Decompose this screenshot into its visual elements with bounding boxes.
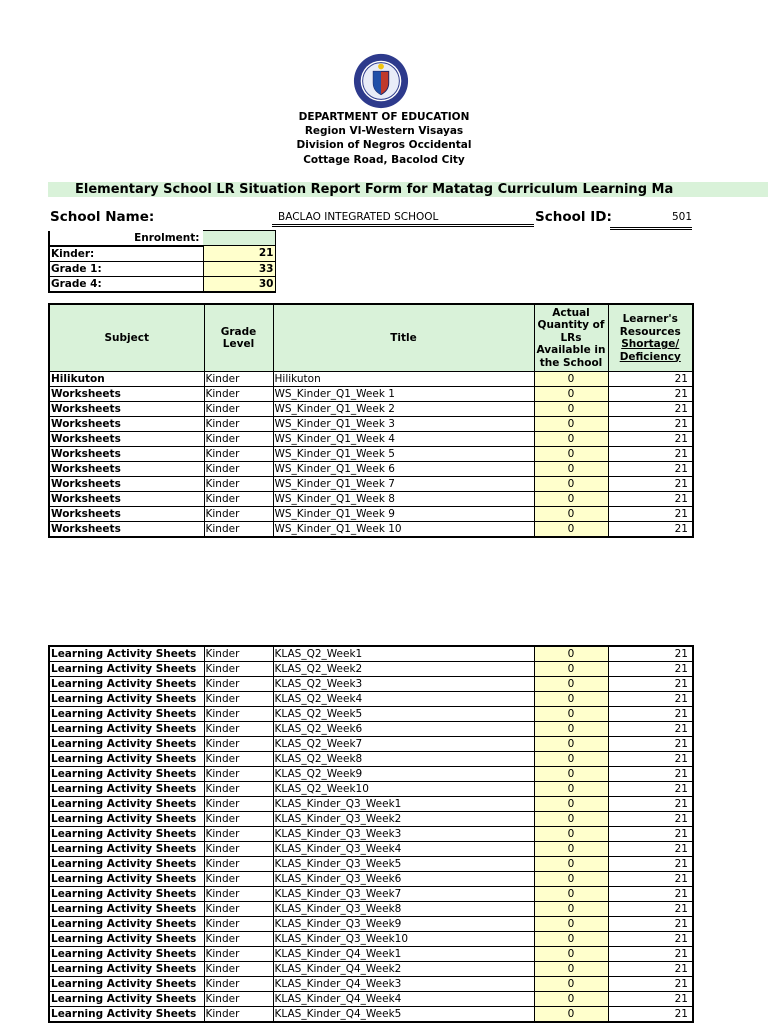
grade-cell: Kinder bbox=[204, 947, 273, 962]
title-cell: KLAS_Kinder_Q3_Week1 bbox=[273, 797, 534, 812]
quantity-input[interactable]: 0 bbox=[534, 872, 608, 887]
grade-cell: Kinder bbox=[204, 857, 273, 872]
subject-cell: Learning Activity Sheets bbox=[49, 947, 204, 962]
subject-cell: Hilikuton bbox=[49, 372, 204, 387]
grade-cell: Kinder bbox=[204, 387, 273, 402]
grade-cell: Kinder bbox=[204, 492, 273, 507]
quantity-input[interactable]: 0 bbox=[534, 402, 608, 417]
quantity-input[interactable]: 0 bbox=[534, 707, 608, 722]
title-cell: KLAS_Kinder_Q3_Week2 bbox=[273, 812, 534, 827]
shortage-cell: 21 bbox=[608, 646, 693, 662]
table-row bbox=[49, 857, 693, 872]
title-cell: KLAS_Q2_Week6 bbox=[273, 722, 534, 737]
shortage-cell: 21 bbox=[608, 767, 693, 782]
grade-cell: Kinder bbox=[204, 977, 273, 992]
quantity-input[interactable]: 0 bbox=[534, 477, 608, 492]
quantity-input[interactable]: 0 bbox=[534, 857, 608, 872]
shortage-cell: 21 bbox=[608, 417, 693, 432]
shortage-cell: 21 bbox=[608, 707, 693, 722]
enrolment-row bbox=[49, 261, 275, 276]
subject-cell: Learning Activity Sheets bbox=[49, 992, 204, 1007]
title-cell: KLAS_Kinder_Q3_Week7 bbox=[273, 887, 534, 902]
shortage-cell: 21 bbox=[608, 992, 693, 1007]
quantity-input[interactable]: 0 bbox=[534, 992, 608, 1007]
title-cell: KLAS_Kinder_Q3_Week5 bbox=[273, 857, 534, 872]
table-row bbox=[49, 646, 693, 662]
grade-cell: Kinder bbox=[204, 887, 273, 902]
shortage-cell: 21 bbox=[608, 932, 693, 947]
grade-cell: Kinder bbox=[204, 432, 273, 447]
title-cell: WS_Kinder_Q1_Week 5 bbox=[273, 447, 534, 462]
subject-cell: Learning Activity Sheets bbox=[49, 827, 204, 842]
lr-table-continued bbox=[48, 645, 694, 1023]
table-row bbox=[49, 752, 693, 767]
grade-cell: Kinder bbox=[204, 722, 273, 737]
grade-cell: Kinder bbox=[204, 402, 273, 417]
subject-cell: Learning Activity Sheets bbox=[49, 857, 204, 872]
subject-cell: Worksheets bbox=[49, 417, 204, 432]
grade-cell: Kinder bbox=[204, 417, 273, 432]
quantity-input[interactable]: 0 bbox=[534, 902, 608, 917]
subject-cell: Learning Activity Sheets bbox=[49, 842, 204, 857]
title-cell: KLAS_Kinder_Q3_Week8 bbox=[273, 902, 534, 917]
title-cell: KLAS_Kinder_Q4_Week3 bbox=[273, 977, 534, 992]
title-cell: KLAS_Kinder_Q3_Week4 bbox=[273, 842, 534, 857]
quantity-input[interactable]: 0 bbox=[534, 662, 608, 677]
table-row bbox=[49, 1007, 693, 1023]
grade-cell: Kinder bbox=[204, 902, 273, 917]
table-row bbox=[49, 782, 693, 797]
table-row bbox=[49, 507, 693, 522]
table-row bbox=[49, 722, 693, 737]
quantity-input[interactable]: 0 bbox=[534, 387, 608, 402]
table-row bbox=[49, 962, 693, 977]
quantity-input[interactable]: 0 bbox=[534, 432, 608, 447]
quantity-input[interactable]: 0 bbox=[534, 677, 608, 692]
quantity-input[interactable]: 0 bbox=[534, 767, 608, 782]
quantity-input[interactable]: 0 bbox=[534, 827, 608, 842]
shortage-cell: 21 bbox=[608, 692, 693, 707]
grade-cell: Kinder bbox=[204, 737, 273, 752]
quantity-input[interactable]: 0 bbox=[534, 522, 608, 538]
shortage-cell: 21 bbox=[608, 977, 693, 992]
quantity-input[interactable]: 0 bbox=[534, 962, 608, 977]
enrolment-label: Kinder: bbox=[49, 246, 203, 262]
subject-cell: Learning Activity Sheets bbox=[49, 977, 204, 992]
table-row bbox=[49, 492, 693, 507]
title-cell: KLAS_Q2_Week10 bbox=[273, 782, 534, 797]
grade-cell: Kinder bbox=[204, 767, 273, 782]
shortage-cell: 21 bbox=[608, 432, 693, 447]
title-cell: WS_Kinder_Q1_Week 8 bbox=[273, 492, 534, 507]
quantity-input[interactable]: 0 bbox=[534, 692, 608, 707]
lr-table bbox=[48, 303, 694, 538]
subject-cell: Learning Activity Sheets bbox=[49, 707, 204, 722]
subject-cell: Worksheets bbox=[49, 447, 204, 462]
subject-cell: Learning Activity Sheets bbox=[49, 902, 204, 917]
shortage-cell: 21 bbox=[608, 522, 693, 538]
subject-cell: Learning Activity Sheets bbox=[49, 932, 204, 947]
title-cell: KLAS_Kinder_Q3_Week9 bbox=[273, 917, 534, 932]
enrolment-grade1-value[interactable]: 33 bbox=[203, 261, 275, 276]
grade-cell: Kinder bbox=[204, 752, 273, 767]
table-row bbox=[49, 977, 693, 992]
shortage-cell: 21 bbox=[608, 722, 693, 737]
quantity-input[interactable]: 0 bbox=[534, 932, 608, 947]
grade-cell: Kinder bbox=[204, 917, 273, 932]
shortage-cell: 21 bbox=[608, 1007, 693, 1023]
col-subject: Subject bbox=[49, 304, 204, 372]
subject-cell: Learning Activity Sheets bbox=[49, 767, 204, 782]
col-actual-quantity: Actual Quantity of LRs Available in the School bbox=[534, 304, 608, 372]
grade-cell: Kinder bbox=[204, 827, 273, 842]
enrolment-grade4-value[interactable]: 30 bbox=[203, 276, 275, 292]
title-cell: WS_Kinder_Q1_Week 3 bbox=[273, 417, 534, 432]
title-cell: KLAS_Kinder_Q4_Week5 bbox=[273, 1007, 534, 1023]
col-grade-level: Grade Level bbox=[204, 304, 273, 372]
subject-cell: Learning Activity Sheets bbox=[49, 872, 204, 887]
table-row bbox=[49, 417, 693, 432]
shortage-cell: 21 bbox=[608, 387, 693, 402]
shortage-cell: 21 bbox=[608, 402, 693, 417]
subject-cell: Learning Activity Sheets bbox=[49, 782, 204, 797]
table-row bbox=[49, 402, 693, 417]
table-row bbox=[49, 707, 693, 722]
table-row bbox=[49, 767, 693, 782]
shortage-cell: 21 bbox=[608, 462, 693, 477]
grade-cell: Kinder bbox=[204, 522, 273, 538]
shortage-cell: 21 bbox=[608, 857, 693, 872]
subject-cell: Learning Activity Sheets bbox=[49, 917, 204, 932]
shortage-cell: 21 bbox=[608, 677, 693, 692]
subject-cell: Learning Activity Sheets bbox=[49, 797, 204, 812]
table-row bbox=[49, 387, 693, 402]
form-title: Elementary School LR Situation Report Form for Matatag Curriculum Learning Ma bbox=[75, 182, 674, 197]
shortage-cell: 21 bbox=[608, 447, 693, 462]
subject-cell: Worksheets bbox=[49, 387, 204, 402]
school-id-field[interactable]: 501 bbox=[610, 211, 692, 230]
grade-cell: Kinder bbox=[204, 462, 273, 477]
grade-cell: Kinder bbox=[204, 932, 273, 947]
title-cell: KLAS_Q2_Week3 bbox=[273, 677, 534, 692]
grade-cell: Kinder bbox=[204, 1007, 273, 1023]
quantity-input[interactable]: 0 bbox=[534, 417, 608, 432]
table-row bbox=[49, 992, 693, 1007]
shortage-cell: 21 bbox=[608, 872, 693, 887]
quantity-input[interactable]: 0 bbox=[534, 797, 608, 812]
title-cell: KLAS_Kinder_Q4_Week2 bbox=[273, 962, 534, 977]
shortage-cell: 21 bbox=[608, 737, 693, 752]
title-cell: KLAS_Q2_Week8 bbox=[273, 752, 534, 767]
table-row bbox=[49, 432, 693, 447]
form-title-banner bbox=[48, 182, 768, 197]
title-cell: WS_Kinder_Q1_Week 6 bbox=[273, 462, 534, 477]
grade-cell: Kinder bbox=[204, 372, 273, 387]
quantity-input[interactable]: 0 bbox=[534, 737, 608, 752]
quantity-input[interactable]: 0 bbox=[534, 462, 608, 477]
col-title: Title bbox=[273, 304, 534, 372]
table-row bbox=[49, 902, 693, 917]
shortage-cell: 21 bbox=[608, 662, 693, 677]
title-cell: KLAS_Kinder_Q3_Week3 bbox=[273, 827, 534, 842]
quantity-input[interactable]: 0 bbox=[534, 646, 608, 662]
subject-cell: Learning Activity Sheets bbox=[49, 1007, 204, 1023]
title-cell: KLAS_Q2_Week5 bbox=[273, 707, 534, 722]
enrolment-table bbox=[48, 230, 276, 293]
subject-cell: Learning Activity Sheets bbox=[49, 962, 204, 977]
table-row bbox=[49, 917, 693, 932]
table-row bbox=[49, 797, 693, 812]
table-row bbox=[49, 662, 693, 677]
shortage-cell: 21 bbox=[608, 962, 693, 977]
table-row bbox=[49, 447, 693, 462]
subject-cell: Learning Activity Sheets bbox=[49, 812, 204, 827]
table-row bbox=[49, 932, 693, 947]
quantity-input[interactable]: 0 bbox=[534, 372, 608, 387]
division-name: Division of Negros Occidental bbox=[296, 139, 472, 151]
title-cell: Hilikuton bbox=[273, 372, 534, 387]
subject-cell: Worksheets bbox=[49, 507, 204, 522]
school-name-label: School Name: bbox=[50, 209, 155, 225]
subject-cell: Worksheets bbox=[49, 402, 204, 417]
subject-cell: Learning Activity Sheets bbox=[49, 722, 204, 737]
shortage-cell: 21 bbox=[608, 947, 693, 962]
shortage-cell: 21 bbox=[608, 507, 693, 522]
grade-cell: Kinder bbox=[204, 842, 273, 857]
title-cell: WS_Kinder_Q1_Week 7 bbox=[273, 477, 534, 492]
quantity-input[interactable]: 0 bbox=[534, 722, 608, 737]
subject-cell: Learning Activity Sheets bbox=[49, 646, 204, 662]
quantity-input[interactable]: 0 bbox=[534, 507, 608, 522]
table-row bbox=[49, 372, 693, 387]
title-cell: KLAS_Q2_Week2 bbox=[273, 662, 534, 677]
subject-cell: Worksheets bbox=[49, 432, 204, 447]
shortage-cell: 21 bbox=[608, 797, 693, 812]
quantity-input[interactable]: 0 bbox=[534, 887, 608, 902]
enrolment-label: Grade 4: bbox=[49, 276, 203, 292]
subject-cell: Learning Activity Sheets bbox=[49, 677, 204, 692]
subject-cell: Learning Activity Sheets bbox=[49, 752, 204, 767]
title-cell: KLAS_Kinder_Q4_Week4 bbox=[273, 992, 534, 1007]
quantity-input[interactable]: 0 bbox=[534, 492, 608, 507]
quantity-input[interactable]: 0 bbox=[534, 917, 608, 932]
grade-cell: Kinder bbox=[204, 477, 273, 492]
table-row bbox=[49, 872, 693, 887]
shortage-cell: 21 bbox=[608, 887, 693, 902]
table-row bbox=[49, 692, 693, 707]
quantity-input[interactable]: 0 bbox=[534, 752, 608, 767]
school-name-field[interactable]: BACLAO INTEGRATED SCHOOL bbox=[272, 211, 534, 227]
quantity-input[interactable]: 0 bbox=[534, 842, 608, 857]
office-address: Cottage Road, Bacolod City bbox=[303, 154, 465, 166]
table-row bbox=[49, 887, 693, 902]
grade-cell: Kinder bbox=[204, 992, 273, 1007]
grade-cell: Kinder bbox=[204, 872, 273, 887]
subject-cell: Worksheets bbox=[49, 522, 204, 538]
shortage-cell: 21 bbox=[608, 827, 693, 842]
title-cell: WS_Kinder_Q1_Week 4 bbox=[273, 432, 534, 447]
quantity-input[interactable]: 0 bbox=[534, 447, 608, 462]
deped-seal-icon bbox=[352, 52, 410, 110]
enrolment-title: Enrolment: bbox=[134, 232, 200, 244]
grade-cell: Kinder bbox=[204, 692, 273, 707]
quantity-input[interactable]: 0 bbox=[534, 812, 608, 827]
subject-cell: Worksheets bbox=[49, 462, 204, 477]
quantity-input[interactable]: 0 bbox=[534, 782, 608, 797]
title-cell: KLAS_Kinder_Q3_Week10 bbox=[273, 932, 534, 947]
grade-cell: Kinder bbox=[204, 782, 273, 797]
table-row bbox=[49, 812, 693, 827]
title-cell: WS_Kinder_Q1_Week 2 bbox=[273, 402, 534, 417]
grade-cell: Kinder bbox=[204, 677, 273, 692]
quantity-input[interactable]: 0 bbox=[534, 947, 608, 962]
col-shortage: Learner's Resources Shortage/ Deficiency bbox=[608, 304, 693, 372]
title-cell: KLAS_Q2_Week4 bbox=[273, 692, 534, 707]
grade-cell: Kinder bbox=[204, 646, 273, 662]
subject-cell: Learning Activity Sheets bbox=[49, 887, 204, 902]
shortage-cell: 21 bbox=[608, 902, 693, 917]
grade-cell: Kinder bbox=[204, 812, 273, 827]
title-cell: WS_Kinder_Q1_Week 1 bbox=[273, 387, 534, 402]
grade-cell: Kinder bbox=[204, 962, 273, 977]
enrolment-kinder-value[interactable]: 21 bbox=[203, 246, 275, 262]
region-name: Region VI-Western Visayas bbox=[304, 125, 464, 137]
table-row bbox=[49, 477, 693, 492]
title-cell: WS_Kinder_Q1_Week 9 bbox=[273, 507, 534, 522]
title-cell: KLAS_Q2_Week7 bbox=[273, 737, 534, 752]
title-cell: WS_Kinder_Q1_Week 10 bbox=[273, 522, 534, 538]
shortage-cell: 21 bbox=[608, 492, 693, 507]
grade-cell: Kinder bbox=[204, 797, 273, 812]
shortage-cell: 21 bbox=[608, 372, 693, 387]
table-row bbox=[49, 462, 693, 477]
table-row bbox=[49, 522, 693, 538]
enrolment-row bbox=[49, 276, 275, 292]
table-row bbox=[49, 677, 693, 692]
title-cell: KLAS_Q2_Week9 bbox=[273, 767, 534, 782]
shortage-cell: 21 bbox=[608, 782, 693, 797]
shortage-cell: 21 bbox=[608, 917, 693, 932]
quantity-input[interactable]: 0 bbox=[534, 1007, 608, 1023]
title-cell: KLAS_Kinder_Q4_Week1 bbox=[273, 947, 534, 962]
subject-cell: Learning Activity Sheets bbox=[49, 662, 204, 677]
school-id-label: School ID: bbox=[535, 209, 612, 225]
subject-cell: Worksheets bbox=[49, 492, 204, 507]
shortage-cell: 21 bbox=[608, 842, 693, 857]
table-row bbox=[49, 827, 693, 842]
shortage-cell: 21 bbox=[608, 477, 693, 492]
grade-cell: Kinder bbox=[204, 507, 273, 522]
subject-cell: Learning Activity Sheets bbox=[49, 692, 204, 707]
title-cell: KLAS_Q2_Week1 bbox=[273, 646, 534, 662]
table-row bbox=[49, 947, 693, 962]
quantity-input[interactable]: 0 bbox=[534, 977, 608, 992]
enrolment-row bbox=[49, 246, 275, 262]
title-cell: KLAS_Kinder_Q3_Week6 bbox=[273, 872, 534, 887]
subject-cell: Learning Activity Sheets bbox=[49, 737, 204, 752]
grade-cell: Kinder bbox=[204, 707, 273, 722]
table-row bbox=[49, 842, 693, 857]
grade-cell: Kinder bbox=[204, 662, 273, 677]
enrolment-label: Grade 1: bbox=[49, 261, 203, 276]
table-row bbox=[49, 737, 693, 752]
grade-cell: Kinder bbox=[204, 447, 273, 462]
shortage-cell: 21 bbox=[608, 752, 693, 767]
shortage-cell: 21 bbox=[608, 812, 693, 827]
subject-cell: Worksheets bbox=[49, 477, 204, 492]
dept-name: DEPARTMENT OF EDUCATION bbox=[298, 111, 470, 123]
